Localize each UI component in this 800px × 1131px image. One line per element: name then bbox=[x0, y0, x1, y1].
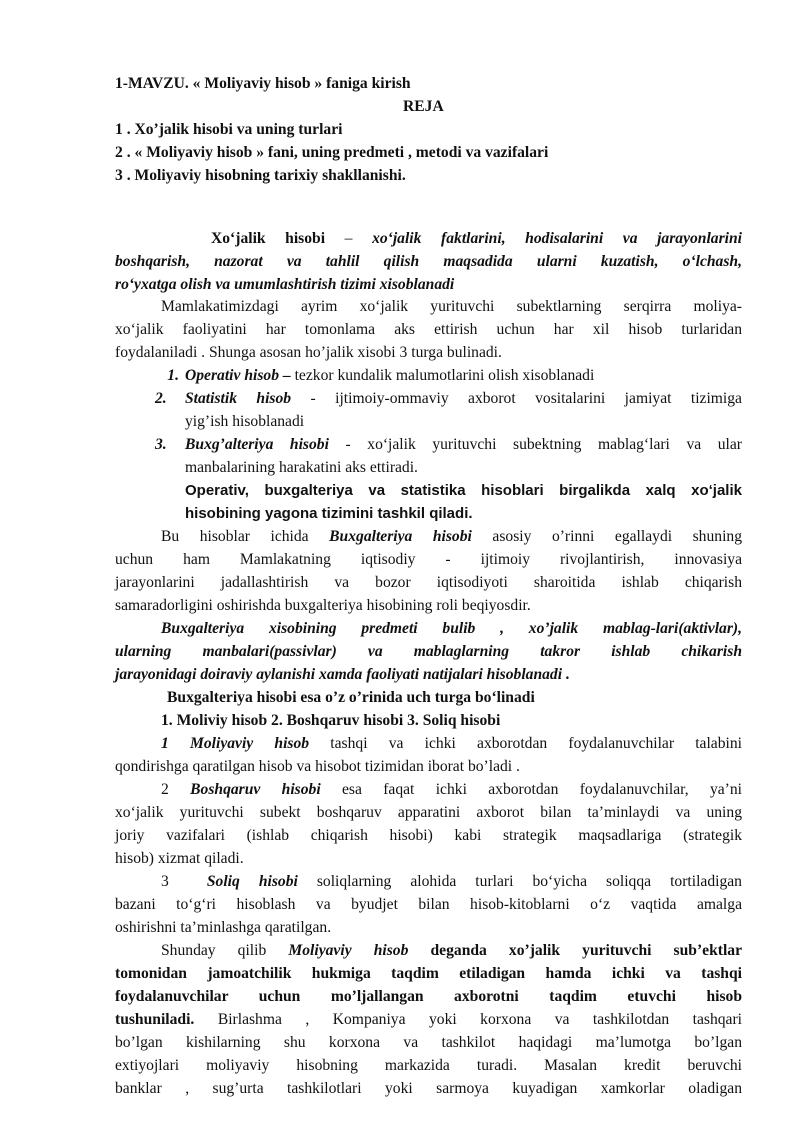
paragraph-7-line-1 bbox=[161, 942, 742, 960]
section-heading-types: Buxgalteriya hisobi esa o’z o’rinida uch turga bo‘linadi bbox=[167, 689, 535, 706]
paragraph-2-line-1 bbox=[161, 528, 742, 546]
paragraph-1-line-1: Mamlakatimizdagi ayrim xo‘jalik yurituvchi subektlarning serqirra moliya- bbox=[161, 298, 742, 315]
paragraph-6-line-3: oshirishni ta’minlashga qaratilgan. bbox=[115, 919, 332, 936]
paragraph-2-text-c: asosiy o’rinni egallaydi shuning bbox=[492, 528, 742, 545]
list-text: - xo‘jalik yurituvchi subektning mablag‘lari va ular bbox=[328, 436, 742, 453]
plan-item-1: 1 . Xo’jalik hisobi va uning turlari bbox=[115, 121, 343, 138]
list-term: Statistik hisob bbox=[185, 390, 292, 407]
paragraph-7-line-2: tomonidan jamoatchilik hukmiga taqdim etiladigan hamda ichki va tashqi bbox=[115, 965, 742, 982]
definition-term: Xo‘jalik hisobi bbox=[211, 230, 326, 247]
definition-text-1: xo‘jalik faktlarini, hodisalarini va jarayonlarini bbox=[372, 230, 743, 247]
paragraph-5-number: 2 bbox=[161, 781, 169, 798]
definition-line-1 bbox=[211, 230, 742, 248]
paragraph-5-line-1 bbox=[161, 781, 742, 799]
paragraph-4-number: 1 bbox=[161, 735, 169, 752]
list-text: tezkor kundalik malumotlarini olish xisoblanadi bbox=[290, 367, 595, 384]
paragraph-6-text: soliqlarning alohida turlari bo‘yicha soliqqa tortiladigan bbox=[316, 873, 742, 890]
paragraph-1-line-3: foydalaniladi . Shunga asosan ho’jalik xisobi 3 turga bulinadi. bbox=[115, 344, 502, 361]
document-title: 1-MAVZU. « Moliyaviy hisob » faniga kirish bbox=[115, 75, 411, 92]
list-term: Buxg’alteriya hisobi bbox=[185, 436, 329, 453]
paragraph-2-line-2: uchun ham Mamlakatning iqtisodiy - ijtimoiy rivojlantirish, innovasiya bbox=[115, 551, 742, 568]
list-item-statistik-cont: yig’ish hisoblanadi bbox=[185, 413, 305, 430]
definition-dash: – bbox=[325, 230, 373, 247]
list-number: 1. bbox=[167, 367, 179, 384]
paragraph-3-line-1: Buxgalteriya xisobining predmeti bulib , xo’jalik mablag-lari(aktivlar), bbox=[161, 620, 742, 637]
paragraph-5-term: Boshqaruv hisobi bbox=[190, 781, 321, 798]
paragraph-5-line-3: joriy vazifalari (ishlab chiqarish hisobi) kabi strategik maqsadlariga (strategik bbox=[115, 827, 742, 844]
summary-line-1: Operativ, buxgalteriya va statistika hisoblari birgalikda xalq xo‘jalik bbox=[185, 482, 742, 499]
paragraph-7-line-7: banklar , sug’urta tashkilotlari yoki sarmoya kuyadigan xamkorlar oladigan bbox=[115, 1080, 742, 1097]
paragraph-4-term: Moliyaviy hisob bbox=[190, 735, 310, 752]
paragraph-5-line-2: xo‘jalik yurituvchi subekt boshqaruv apparatini axborot bilan ta’minlaydi va uning bbox=[115, 804, 742, 821]
definition-line-2: boshqarish, nazorat va tahlil qilish maqsadida ularni kuzatish, o‘lchash, bbox=[115, 253, 742, 270]
summary-line-2: hisobining yagona tizimini tashkil qiladi. bbox=[185, 505, 473, 522]
paragraph-2-term: Buxgalteriya hisobi bbox=[329, 528, 472, 545]
paragraph-7-line-5: bo’lgan kishilarning shu korxona va tashkilot haqidagi ma’lumotga bo’lgan bbox=[115, 1034, 742, 1051]
list-number: 3. bbox=[155, 436, 167, 453]
definition-line-3: ro‘yxatga olish va umumlashtirish tizimi xisoblanadi bbox=[115, 276, 455, 293]
list-number: 2. bbox=[155, 390, 167, 407]
list-text: - ijtimoiy-ommaviy axborot vositalarini jamiyat tizimiga bbox=[291, 390, 742, 407]
paragraph-2-line-3: jarayonlarini jadallashtirish va bozor iqtisodiyoti sharoitida ishlab chiqarish bbox=[115, 574, 742, 591]
paragraph-7-text-b: deganda xo’jalik yurituvchi sub’ektlar bbox=[430, 942, 742, 959]
paragraph-6-term: Soliq hisobi bbox=[206, 873, 298, 890]
paragraph-2-line-4: samaradorligini oshirishda buxgalteriya hisobining roli beqiyosdir. bbox=[115, 597, 531, 614]
paragraph-6-line-1 bbox=[161, 873, 742, 891]
list-item-buxgalteriya bbox=[155, 436, 742, 454]
paragraph-3-line-2: ularning manbalari(passivlar) va mablaglarning takror ishlab chikarish bbox=[115, 643, 742, 660]
paragraph-7-text-a: Shunday qilib bbox=[161, 942, 267, 959]
paragraph-7-line-3: foydalanuvchilar uchun mo’ljallangan axborotni taqdim etuvchi hisob bbox=[115, 988, 742, 1005]
paragraph-4-line-2: qondirishga qaratilgan hisob va hisobot tizimidan iborat bo’ladi . bbox=[115, 758, 520, 775]
paragraph-7-line-6: extiyojlari moliyaviy hisobning markazida turadi. Masalan kredit beruvchi bbox=[115, 1057, 742, 1074]
section-heading-list: 1. Moliviy hisob 2. Boshqaruv hisobi 3. Soliq hisobi bbox=[161, 712, 501, 729]
paragraph-3-line-3: jarayonidagi doiraviy aylanishi xamda faoliyati natijalari hisoblanadi . bbox=[115, 666, 570, 683]
paragraph-1-line-2: xo‘jalik faoliyatini har tomonlama aks ettirish uchun har xil hisob turlaridan bbox=[115, 321, 742, 338]
paragraph-7-line-4 bbox=[115, 1011, 742, 1029]
plan-item-2: 2 . « Moliyaviy hisob » fani, uning predmeti , metodi va vazifalari bbox=[115, 144, 549, 161]
paragraph-2-text-a: Bu hisoblar ichida bbox=[161, 528, 309, 545]
list-item-statistik bbox=[155, 390, 742, 408]
paragraph-7-bold-word: tushuniladi. bbox=[115, 1011, 195, 1028]
paragraph-5-line-4: hisob) xizmat qiladi. bbox=[115, 850, 244, 867]
plan-heading: REJA bbox=[403, 98, 444, 115]
paragraph-5-text: esa faqat ichki axborotdan foydalanuvchilar, ya’ni bbox=[341, 781, 742, 798]
list-item-operativ bbox=[155, 367, 594, 385]
plan-item-3: 3 . Moliyaviy hisobning tarixiy shakllanishi. bbox=[115, 167, 406, 184]
paragraph-6-line-2: bazani to‘g‘ri hisoblash va byudjet bilan hisob-kitoblarni o‘z vaqtida amalga bbox=[115, 896, 742, 913]
paragraph-7-text-4: Birlashma , Kompaniya yoki korxona va tashkilotdan tashqari bbox=[217, 1011, 742, 1028]
paragraph-4-line-1 bbox=[161, 735, 742, 753]
paragraph-7-term: Moliyaviy hisob bbox=[288, 942, 409, 959]
list-term: Operativ hisob – bbox=[185, 367, 291, 384]
paragraph-4-text: tashqi va ichki axborotdan foydalanuvchilar talabini bbox=[330, 735, 742, 752]
list-item-buxgalteriya-cont: manbalarining harakatini aks ettiradi. bbox=[185, 459, 418, 476]
paragraph-6-number: 3 bbox=[161, 873, 169, 890]
